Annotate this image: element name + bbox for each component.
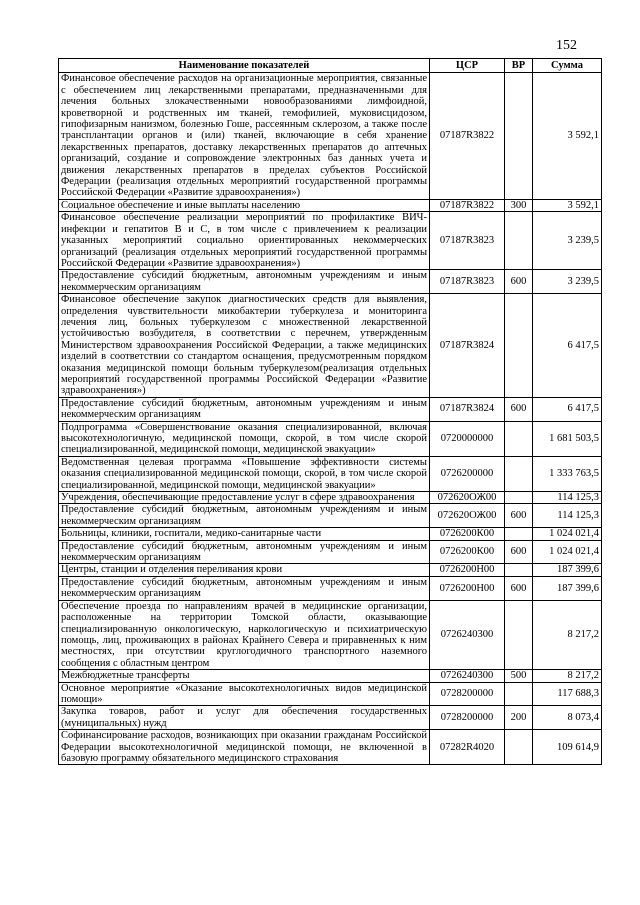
row-name-cell: Финансовое обеспечение реализации мероприятий по профилактике ВИЧ-инфекции и гепатитов В и С, в том числе с привлечением к реализации указанных мероприятий социально ориентированных некоммерческих организаций (реализация отдельных мероприятий государственной программы Российской Федерации «Развитие здравоохранения»): [59, 212, 430, 270]
row-code-cell: 07187R3823: [430, 212, 505, 270]
row-code-cell: 072620ОЖ00: [430, 504, 505, 528]
page-number: 152: [556, 38, 577, 53]
row-code-cell: 07187R3824: [430, 294, 505, 398]
row-name-cell: Основное мероприятие «Оказание высокотехнологичных видов медицинской помощи»: [59, 682, 430, 706]
table-row: [59, 730, 602, 765]
row-vr-cell: 600: [505, 504, 533, 528]
row-name-cell: Межбюджетные трансферты: [59, 670, 430, 682]
row-code-cell: 07282R4020: [430, 730, 505, 765]
row-name-cell: Учреждения, обеспечивающие предоставление услуг в сфере здравоохранения: [59, 492, 430, 504]
header-sum: Сумма: [533, 59, 602, 73]
row-sum-cell: 8 073,4: [533, 706, 602, 730]
row-sum-cell: 6 417,5: [533, 397, 602, 421]
row-vr-cell: 600: [505, 576, 533, 600]
row-sum-cell: 1 333 763,5: [533, 456, 602, 491]
row-vr-cell: [505, 294, 533, 398]
row-vr-cell: [505, 456, 533, 491]
row-code-cell: 0726200Н00: [430, 576, 505, 600]
row-sum-cell: 187 399,6: [533, 576, 602, 600]
row-code-cell: 0726200000: [430, 456, 505, 491]
budget-table: [58, 58, 602, 765]
row-sum-cell: 187 399,6: [533, 564, 602, 576]
row-code-cell: 07187R3822: [430, 73, 505, 199]
row-vr-cell: [505, 600, 533, 669]
row-name-cell: Предоставление субсидий бюджетным, автономным учреждениям и иным некоммерческим организациям: [59, 270, 430, 294]
row-name-cell: Обеспечение проезда по направлениям врачей в медицинские организации, расположенные на территории Томской области, оказывающие специализированную онкологическую, наркологическую и психиатрическую помощь, лиц, проживающих в районах Крайнего Севера и приравненных к ним местностях, при отсутствии круглогодичного транспортного наземного сообщения с областным центром: [59, 600, 430, 669]
table-row: [59, 576, 602, 600]
row-sum-cell: 117 688,3: [533, 682, 602, 706]
table-row: [59, 504, 602, 528]
table-row: [59, 73, 602, 199]
row-vr-cell: 500: [505, 670, 533, 682]
row-code-cell: 07187R3823: [430, 270, 505, 294]
row-sum-cell: 3 592,1: [533, 73, 602, 199]
table-row: [59, 564, 602, 576]
row-sum-cell: 8 217,2: [533, 670, 602, 682]
row-sum-cell: 3 239,5: [533, 212, 602, 270]
row-code-cell: 0726200К00: [430, 528, 505, 540]
row-name-cell: Социальное обеспечение и иные выплаты населению: [59, 199, 430, 211]
table-row: [59, 212, 602, 270]
row-vr-cell: [505, 421, 533, 456]
row-sum-cell: 3 592,1: [533, 199, 602, 211]
row-code-cell: 0726240300: [430, 600, 505, 669]
row-name-cell: Предоставление субсидий бюджетным, автономным учреждениям и иным некоммерческим организациям: [59, 397, 430, 421]
row-name-cell: Центры, станции и отделения переливания крови: [59, 564, 430, 576]
table-row: [59, 682, 602, 706]
table-row: [59, 540, 602, 564]
table-row: [59, 421, 602, 456]
header-code: ЦСР: [430, 59, 505, 73]
row-name-cell: Финансовое обеспечение расходов на организационные мероприятия, связанные с обеспечением лиц лекарственными препаратами, предназначенными для лечения больных злокачественными новообразованиями лимфоидной, кроветворной и родственных им тканей, гемофилией, муковисцидозом, гипофизарным нанизмом, болезнью Гоше, рассеянным склерозом, а также после трансплантации органов и (или) тканей, включающие в себя хранение лекарственных препаратов, доставку лекарственных препаратов до аптечных организаций, создание и сопровождение электронных баз данных учета и движения лекарственных препаратов в пределах субъектов Российской Федерации (реализация отдельных мероприятий государственной программы Российской Федерации «Развитие здравоохранения»): [59, 73, 430, 199]
table-header-row: [59, 59, 602, 73]
row-name-cell: Подпрограмма «Совершенствование оказания специализированной, включая высокотехнологичную, медицинской помощи, скорой, в том числе скорой специализированной, медицинской помощи, медицинской эвакуации»: [59, 421, 430, 456]
row-vr-cell: [505, 682, 533, 706]
row-code-cell: 0726200Н00: [430, 564, 505, 576]
table-row: [59, 270, 602, 294]
table-row: [59, 456, 602, 491]
row-vr-cell: 300: [505, 199, 533, 211]
row-sum-cell: 109 614,9: [533, 730, 602, 765]
row-sum-cell: 1 681 503,5: [533, 421, 602, 456]
row-name-cell: Предоставление субсидий бюджетным, автономным учреждениям и иным некоммерческим организациям: [59, 540, 430, 564]
table-body: [59, 73, 602, 765]
table-row: [59, 397, 602, 421]
header-name: Наименование показателей: [59, 59, 430, 73]
row-sum-cell: 114 125,3: [533, 492, 602, 504]
row-vr-cell: [505, 730, 533, 765]
row-vr-cell: [505, 528, 533, 540]
table-row: [59, 528, 602, 540]
row-vr-cell: [505, 73, 533, 199]
row-vr-cell: [505, 492, 533, 504]
table-row: [59, 706, 602, 730]
row-sum-cell: 1 024 021,4: [533, 540, 602, 564]
table-row: [59, 670, 602, 682]
table-row: [59, 294, 602, 398]
row-code-cell: 0720000000: [430, 421, 505, 456]
row-sum-cell: 114 125,3: [533, 504, 602, 528]
row-name-cell: Предоставление субсидий бюджетным, автономным учреждениям и иным некоммерческим организациям: [59, 504, 430, 528]
row-name-cell: Ведомственная целевая программа «Повышение эффективности системы оказания специализированной медицинской помощи, скорой, в том числе скорой специализированной, медицинской помощи, медицинской эвакуации»: [59, 456, 430, 491]
row-name-cell: Финансовое обеспечение закупок диагностических средств для выявления, определения чувствительности микобактерии туберкулеза и мониторинга лечения лиц, больных туберкулезом с множественной лекарственной устойчивостью возбудителя, в соответствии с перечнем, утвержденным Министерством здравоохранения Российской Федерации, а также медицинских изделий в соответствии со стандартом оснащения, предусмотренным порядком оказания медицинской помощи больным туберкулезом(реализация отдельных мероприятий государственной программы Российской Федерации «Развитие здравоохранения»): [59, 294, 430, 398]
row-name-cell: Закупка товаров, работ и услуг для обеспечения государственных (муниципальных) нужд: [59, 706, 430, 730]
row-vr-cell: 600: [505, 397, 533, 421]
row-sum-cell: 8 217,2: [533, 600, 602, 669]
row-vr-cell: 600: [505, 270, 533, 294]
row-vr-cell: 200: [505, 706, 533, 730]
row-code-cell: 0726240300: [430, 670, 505, 682]
row-vr-cell: [505, 212, 533, 270]
row-vr-cell: 600: [505, 540, 533, 564]
row-name-cell: Предоставление субсидий бюджетным, автономным учреждениям и иным некоммерческим организациям: [59, 576, 430, 600]
row-code-cell: 0728200000: [430, 682, 505, 706]
row-code-cell: 0726200К00: [430, 540, 505, 564]
row-code-cell: 07187R3824: [430, 397, 505, 421]
row-code-cell: 0728200000: [430, 706, 505, 730]
header-vr: ВР: [505, 59, 533, 73]
table-row: [59, 199, 602, 211]
row-vr-cell: [505, 564, 533, 576]
row-sum-cell: 1 024 021,4: [533, 528, 602, 540]
row-code-cell: 07187R3822: [430, 199, 505, 211]
row-name-cell: Больницы, клиники, госпитали, медико-санитарные части: [59, 528, 430, 540]
row-code-cell: 072620ОЖ00: [430, 492, 505, 504]
table-row: [59, 600, 602, 669]
row-sum-cell: 3 239,5: [533, 270, 602, 294]
table-row: [59, 492, 602, 504]
row-sum-cell: 6 417,5: [533, 294, 602, 398]
row-name-cell: Софинансирование расходов, возникающих при оказании гражданам Российской Федерации высокотехнологичной медицинской помощи, не включенной в базовую программу обязательного медицинского страхования: [59, 730, 430, 765]
